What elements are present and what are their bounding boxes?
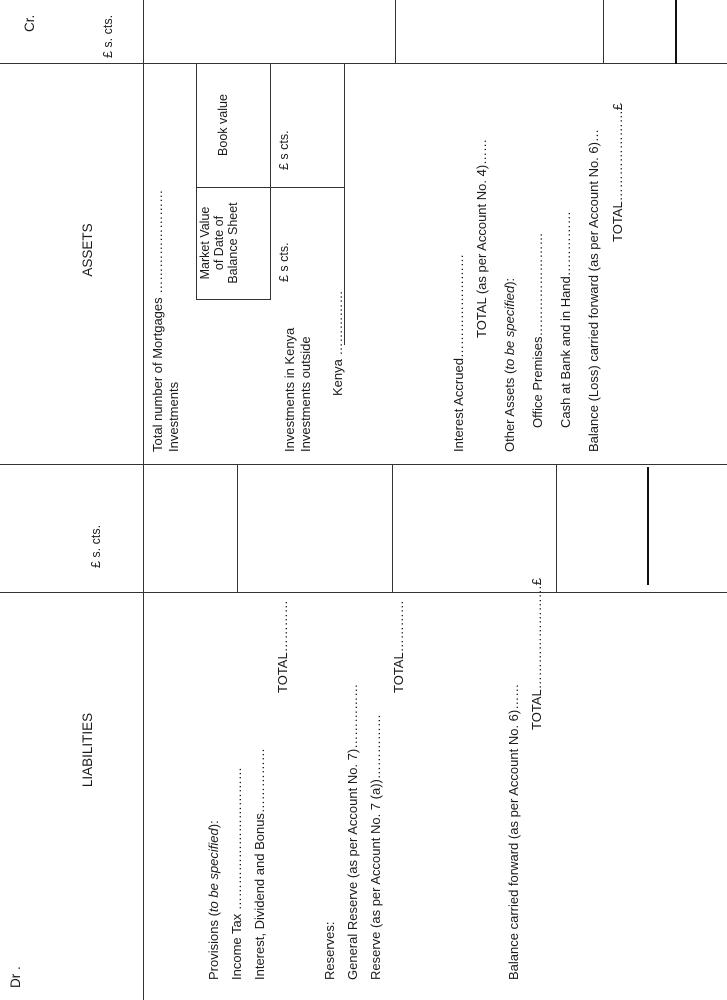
assets-amount-divider	[0, 63, 727, 64]
total-mortgages-line: Total number of Mortgages ……………………	[150, 189, 165, 452]
top-rule	[143, 0, 144, 1000]
inv-table-left	[196, 299, 270, 300]
interest-accrued-line: Interest Accrued……………………	[451, 254, 466, 452]
interest-dividend-line: Interest, Dividend and Bonus……………	[252, 748, 267, 980]
book-value-units: £ s cts.	[277, 130, 291, 170]
office-premises-line: Office Premises……………………	[530, 232, 545, 428]
market-value-heading: Market Value of Date of Balance Sheet	[198, 202, 240, 284]
income-tax-line: Income Tax ……………………………	[229, 767, 244, 980]
assets-heading: ASSETS	[80, 223, 95, 277]
inv-table-mid	[270, 64, 271, 188]
reserve-7a-line: Reserve (as per Account No. 7 (a))……………	[368, 714, 383, 980]
investments-kenya-line: Investments in Kenya	[282, 327, 297, 452]
dr-label: Dr .	[8, 966, 23, 988]
liabilities-heading: LIABILITIES	[80, 712, 95, 788]
liabilities-currency-units: £ s. cts.	[89, 524, 103, 568]
investments-outside-line: Investments outside	[298, 336, 313, 452]
market-value-units: £ s cts.	[277, 242, 291, 282]
liabilities-amount-divider	[0, 592, 727, 593]
balance-carried-forward: Balance carried forward (as per Account No. 6)……	[506, 683, 521, 980]
investments-label: Investments	[166, 381, 181, 452]
assets-amount-rule-3	[603, 0, 604, 64]
general-reserve-line: General Reserve (as per Account No. 7)……………	[345, 683, 360, 980]
book-value-heading: Book value	[216, 94, 230, 156]
inv-table-top	[196, 64, 197, 300]
liabilities-grand-total: TOTAL……………………£	[529, 578, 544, 730]
assets-amount-rule-2	[395, 0, 396, 64]
liab-amount-rule-2	[392, 465, 393, 593]
balance-loss-carried-forward: Balance (Loss) carried forward (as per Account No. 6)…	[586, 129, 601, 452]
kenya-line: Kenya ……………	[330, 290, 345, 396]
assets-grand-total: TOTAL…………………£	[610, 103, 625, 242]
assets-total-rule	[675, 0, 677, 64]
assets-amount-rule-1	[143, 0, 144, 64]
cash-at-bank-line: Cash at Bank and in Hand……………	[558, 211, 573, 428]
liab-total-rule	[647, 467, 649, 585]
liab-amount-rule-1	[237, 465, 238, 593]
cr-label: Cr.	[22, 14, 37, 32]
center-divider	[0, 464, 727, 465]
total-account-4: TOTAL (as per Account No. 4)……	[474, 138, 489, 338]
liab-amount-rule-3	[556, 465, 557, 593]
other-assets-label: Other Assets (to be specified):	[502, 277, 517, 452]
inv-table-bottom	[270, 188, 271, 300]
provisions-label: Provisions (to be specified):	[206, 820, 221, 980]
provisions-total: TOTAL…………	[275, 600, 290, 693]
reserves-total: TOTAL…………	[391, 600, 406, 693]
assets-currency-units: £ s. cts.	[101, 14, 115, 58]
reserves-label: Reserves:	[322, 921, 337, 980]
